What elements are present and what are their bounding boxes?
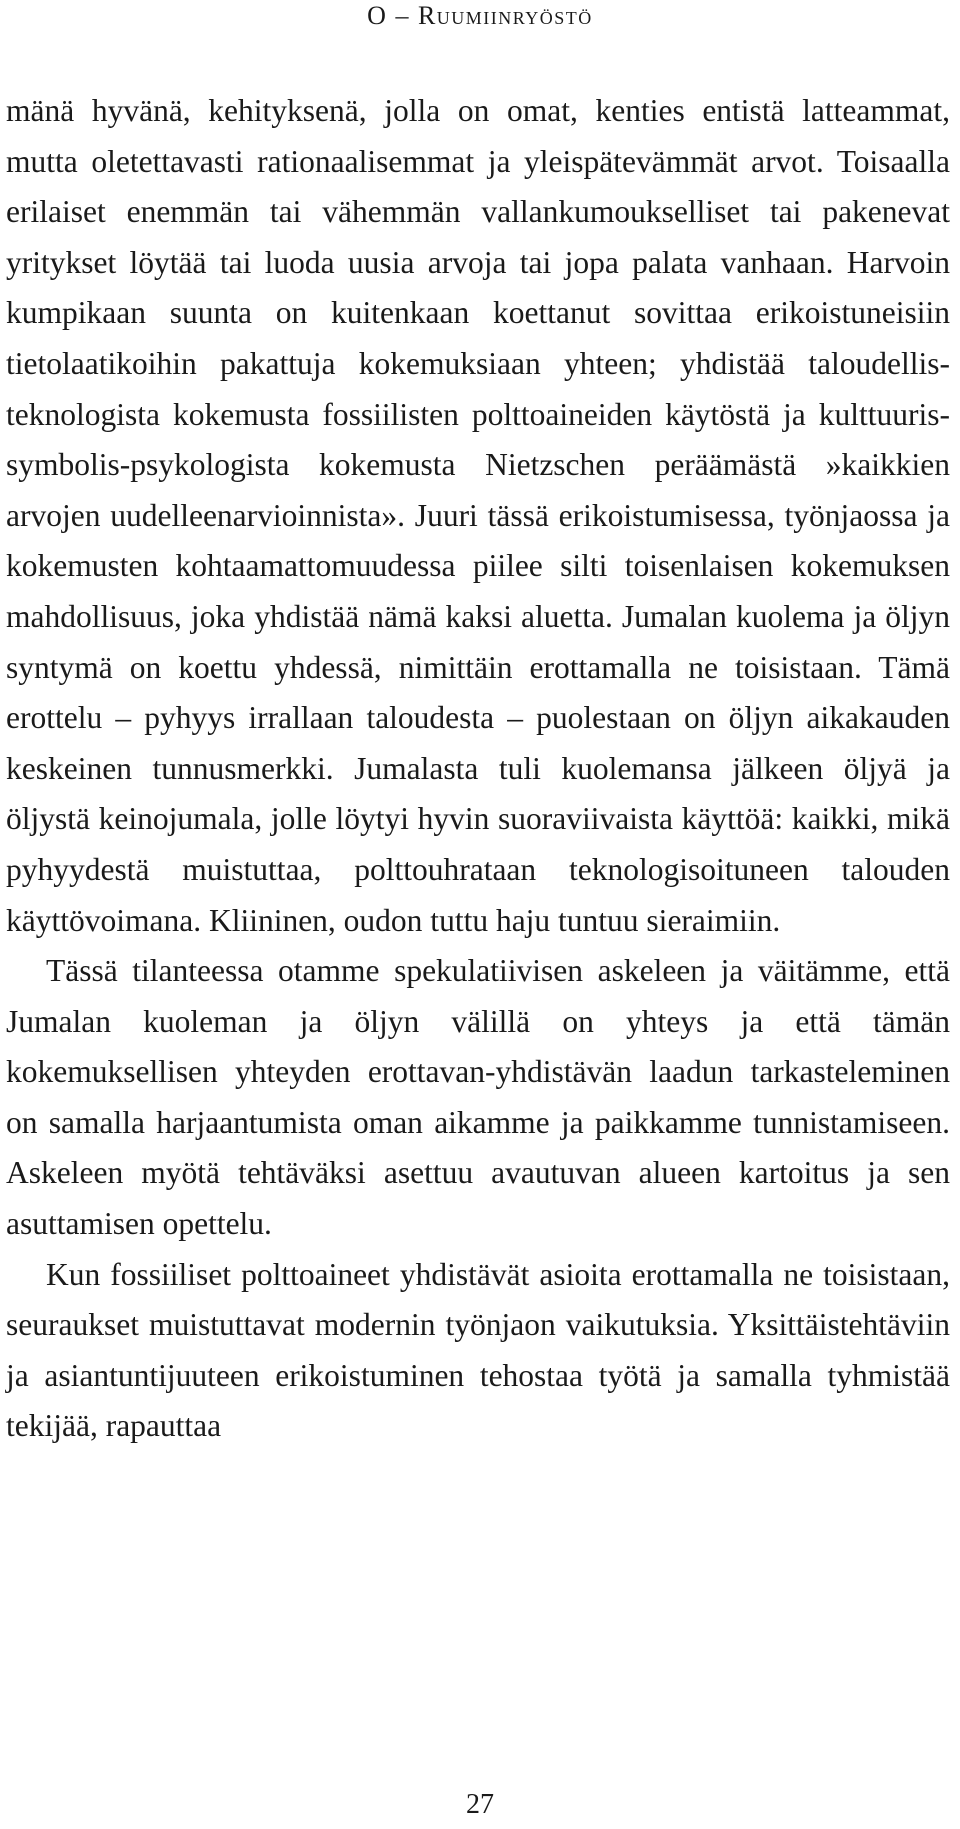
paragraph-3: Kun fossiiliset polttoaineet yhdistävät asioita erottamalla ne toisistaan, seuraukset muistuttavat modernin työnjaon vaikutuksia. Yksittäistehtäviin ja asiantuntijuuteen erikoistuminen tehostaa työtä ja samalla tyhmistää tekijää, rapauttaa (6, 1256, 950, 1444)
running-head (0, 0, 960, 32)
body-text (6, 86, 950, 1452)
paragraph-1: mänä hyvänä, kehityksenä, jolla on omat, kenties entistä latteammat, mutta oletettavasti rationaalisemmat ja yleispätevämmät arvot. Toisaalla erilaiset enemmän tai vähemmän vallankumoukselliset tai pakenevat yritykset löytää tai luoda uusia arvoja tai jopa palata vanhaan. Harvoin kumpikaan suunta on kuitenkaan koettanut sovittaa erikoistuneisiin tietolaatikoihin pakattuja kokemuksiaan yhteen; yhdistää taloudellis-teknologista kokemusta fossiilisten polttoaineiden käytöstä ja kulttuuris-symbolis-psykologista kokemusta Nietzschen peräämästä »kaikkien arvojen uudelleenarvioinnista». Juuri tässä erikoistumisessa, työnjaossa ja kokemusten kohtaamattomuudessa piilee silti toisenlaisen kokemuksen mahdollisuus, joka yhdistää nämä kaksi aluetta. Jumalan kuolema ja öljyn syntymä on koettu yhdessä, nimittäin erottamalla ne toisistaan. Tämä erottelu – pyhyys irrallaan taloudesta – puolestaan on öljyn aikakauden keskeinen tunnusmerkki. Jumalasta tuli kuolemansa jälkeen öljyä ja öljystä keinojumala, jolle löytyi hyvin suoraviivaista käyttöä: kaikki, mikä pyhyydestä muistuttaa, polttouhrataan teknologisoituneen talouden käyttövoimana. Kliininen, oudon tuttu haju tuntuu sieraimiin. (6, 93, 950, 938)
paragraph-2: Tässä tilanteessa otamme spekulatiivisen askeleen ja väitämme, että Jumalan kuoleman ja öljyn välillä on yhteys ja että tämän kokemuksellisen yhteyden erottavan-yhdistävän laadun tarkasteleminen on samalla harjaantumista oman aikamme ja paikkamme tunnistamiseen. Askeleen myötä tehtäväksi asettuu avautuvan alueen kartoitus ja sen asuttamisen opettelu. (6, 953, 950, 1242)
running-head-title: Ruumiinryöstö (417, 1, 593, 30)
running-head-letter: O – (367, 1, 418, 30)
page-number: 27 (466, 1789, 494, 1820)
